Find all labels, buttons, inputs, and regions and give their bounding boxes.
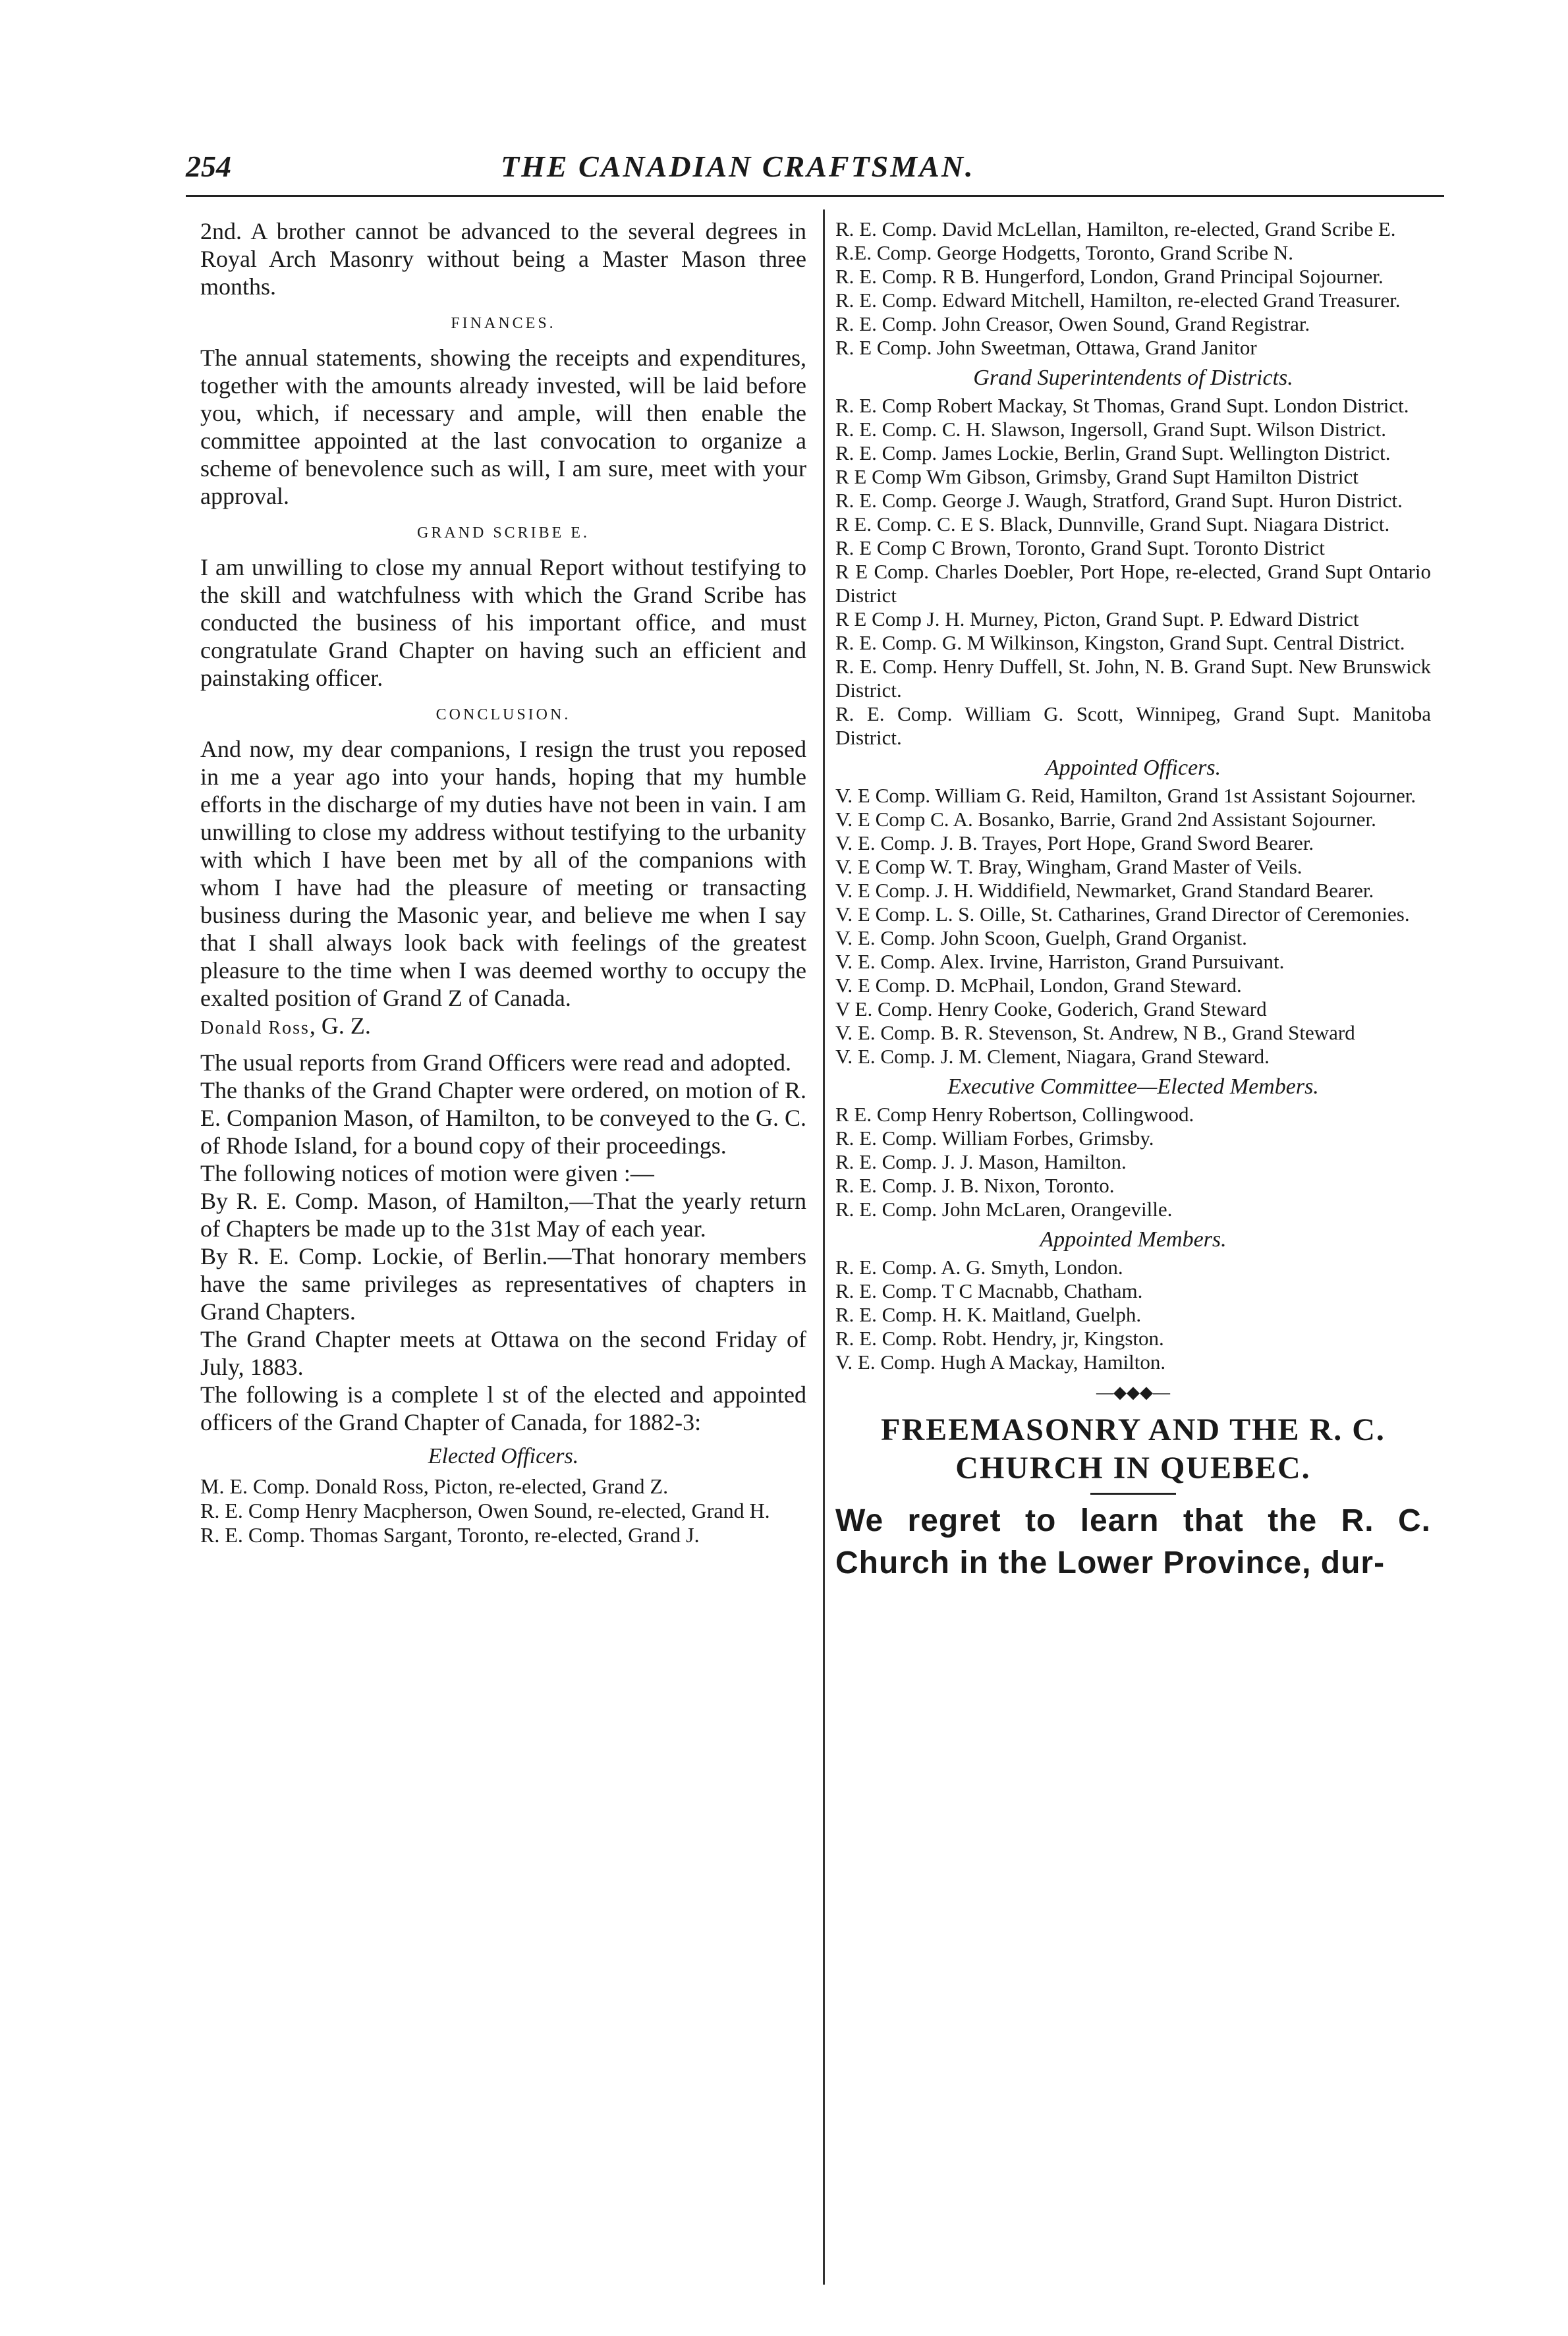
list-item: R E. Comp. C. E S. Black, Dunnville, Grand Supt. Niagara District.	[835, 513, 1390, 536]
list-item: V. E Comp. J. H. Widdifield, Newmarket, Grand Standard Bearer.	[835, 879, 1374, 902]
list-item: R. E. Comp. William G. Scott, Winnipeg, Grand Supt. Manitoba District.	[835, 702, 1431, 749]
header-rule	[186, 195, 1444, 197]
list-item: V. E. Comp. J. B. Trayes, Port Hope, Grand Sword Bearer.	[835, 831, 1314, 854]
paragraph-motion-lockie: By R. E. Comp. Lockie, of Berlin.—That honorary members have the same privileges as representatives of chapters in Grand Chapters.	[200, 1243, 806, 1325]
list-item: V. E Comp C. A. Bosanko, Barrie, Grand 2nd Assistant Sojourner.	[835, 808, 1376, 831]
list-item: V. E Comp. D. McPhail, London, Grand Steward.	[835, 974, 1242, 997]
paragraph-notices: The following notices of motion were given :—	[200, 1160, 654, 1186]
list-item: R. E. Comp Robert Mackay, St Thomas, Grand Supt. London District.	[835, 394, 1409, 417]
list-item: R. E. Comp. H. K. Maitland, Guelph.	[835, 1303, 1142, 1326]
list-item: R. E. Comp. George J. Waugh, Stratford, Grand Supt. Huron District.	[835, 489, 1403, 512]
heading-grand-superintendents: Grand Superintendents of Districts.	[973, 366, 1293, 390]
list-item: R. E. Comp. T C Macnabb, Chatham.	[835, 1279, 1143, 1302]
list-item: V. E. Comp. John Scoon, Guelph, Grand Organist.	[835, 926, 1247, 949]
signature-name: Donald Ross	[200, 1018, 310, 1038]
paragraph-officers-list: The following is a complete l st of the elected and appointed officers of the Grand Chapter of Canada, for 1882-3:	[200, 1381, 806, 1435]
list-item: R. E. Comp. J. J. Mason, Hamilton.	[835, 1150, 1127, 1173]
article-title-line-1: FREEMASONRY AND THE R. C.	[881, 1412, 1386, 1447]
paragraph-conclusion: And now, my dear companions, I resign the trust you reposed in me a year ago into your hands, hoping that my humble efforts in the discharge of my duties have not been in vain. I am unwilling to close my address without testifying to the urbanity with which I have been met by all of the companions with whom I have had the pleasure of meeting or transacting business during the Masonic year, and believe me when I say that I shall always look back with feelings of the greatest pleasure to the time when I was deemed worthy to occupy the exalted position of Grand Z of Canada.	[200, 736, 806, 1011]
paragraph-advancement: 2nd. A brother cannot be advanced to the several degrees in Royal Arch Masonry without being a Master Mason three months.	[200, 218, 806, 300]
paragraph-finances: The annual statements, showing the receipts and expenditures, together with the amounts already invested, will be laid before you, which, if necessary and ample, will then enable the committee appointed at the last convocation to organize a scheme of benevolence such as will, I am sure, meet with your approval.	[200, 345, 806, 509]
list-item: R E Comp. Charles Doebler, Port Hope, re-elected, Grand Supt Ontario District	[835, 560, 1431, 607]
list-item: V. E. Comp. J. M. Clement, Niagara, Grand Steward.	[835, 1045, 1270, 1068]
list-item: R. E Comp C Brown, Toronto, Grand Supt. Toronto District	[835, 536, 1325, 559]
list-item: V. E Comp. William G. Reid, Hamilton, Grand 1st Assistant Sojourner.	[835, 784, 1416, 807]
list-item: R. E. Comp Henry Macpherson, Owen Sound, re-elected, Grand H.	[200, 1499, 770, 1522]
list-item: R. E. Comp. John Creasor, Owen Sound, Grand Registrar.	[835, 312, 1310, 335]
list-item: R. E. Comp. David McLellan, Hamilton, re-elected, Grand Scribe E.	[835, 217, 1396, 240]
list-item: R. E. Comp. A. G. Smyth, London.	[835, 1256, 1123, 1279]
signature	[200, 1012, 806, 1042]
article-title	[835, 1411, 1431, 1488]
list-item: V. E Comp. L. S. Oille, St. Catharines, Grand Director of Ceremonies.	[835, 903, 1410, 926]
heading-elected-officers: Elected Officers.	[428, 1444, 579, 1468]
list-item: V. E. Comp. Hugh A Mackay, Hamilton.	[835, 1350, 1166, 1374]
list-item: R. E. Comp. William Forbes, Grimsby.	[835, 1126, 1154, 1150]
paragraph-ottawa: The Grand Chapter meets at Ottawa on the second Friday of July, 1883.	[200, 1326, 806, 1380]
list-item: R.E. Comp. George Hodgetts, Toronto, Grand Scribe N.	[835, 241, 1293, 264]
article-body: We regret to learn that the R. C. Church in the Lower Province, dur-	[835, 1503, 1431, 1580]
list-item: V E. Comp. Henry Cooke, Goderich, Grand Steward	[835, 997, 1267, 1020]
article-rule	[1090, 1493, 1176, 1495]
list-item: R. E. Comp. Robt. Hendry, jr, Kingston.	[835, 1327, 1164, 1350]
left-column	[200, 217, 806, 1547]
right-column	[835, 217, 1431, 1584]
list-item: R. E. Comp. J. B. Nixon, Toronto.	[835, 1174, 1115, 1197]
list-item: R. E. Comp. R B. Hungerford, London, Grand Principal Sojourner.	[835, 265, 1384, 288]
list-item: R. E. Comp. C. H. Slawson, Ingersoll, Grand Supt. Wilson District.	[835, 418, 1387, 441]
page-number: 254	[186, 150, 231, 183]
heading-grand-scribe: GRAND SCRIBE E.	[416, 524, 590, 542]
list-item: R E. Comp Henry Robertson, Collingwood.	[835, 1103, 1194, 1126]
ornament-divider: —◆◆◆—	[1096, 1383, 1170, 1402]
paragraph-motion-mason: By R. E. Comp. Mason, of Hamilton,—That the yearly return of Chapters be made up to the 31st May of each year.	[200, 1188, 806, 1242]
heading-finances: FINANCES.	[451, 315, 556, 332]
list-item: R. E. Comp. John McLaren, Orangeville.	[835, 1198, 1173, 1221]
column-divider	[823, 209, 825, 2285]
list-item: R. E. Comp. G. M Wilkinson, Kingston, Grand Supt. Central District.	[835, 631, 1405, 654]
list-item: V. E Comp W. T. Bray, Wingham, Grand Master of Veils.	[835, 855, 1302, 878]
heading-conclusion: CONCLUSION.	[435, 706, 571, 723]
paragraph-grand-scribe: I am unwilling to close my annual Report without testifying to the skill and watchfulness with which the Grand Scribe has conducted the business of his important office, and must congratulate Grand Chapter on having such an efficient and painstaking officer.	[200, 554, 806, 691]
paragraph-thanks: The thanks of the Grand Chapter were ordered, on motion of R. E. Companion Mason, of Hamilton, to be conveyed to the G. C. of Rhode Island, for a bound copy of their proceedings.	[200, 1077, 806, 1159]
list-item: R. E. Comp. Edward Mitchell, Hamilton, re-elected Grand Treasurer.	[835, 289, 1401, 312]
article-title-line-2: CHURCH IN QUEBEC.	[955, 1451, 1311, 1486]
list-item: R E Comp J. H. Murney, Picton, Grand Supt. P. Edward District	[835, 607, 1359, 630]
heading-appointed-officers: Appointed Officers.	[1045, 756, 1221, 780]
running-title: THE CANADIAN CRAFTSMAN.	[501, 150, 975, 183]
signature-title: , G. Z.	[309, 1013, 371, 1039]
list-item: V. E. Comp. Alex. Irvine, Harriston, Grand Pursuivant.	[835, 950, 1285, 973]
list-item: V. E. Comp. B. R. Stevenson, St. Andrew, N B., Grand Steward	[835, 1021, 1355, 1044]
list-item: R. E Comp. John Sweetman, Ottawa, Grand Janitor	[835, 336, 1257, 359]
heading-executive-committee: Executive Committee—Elected Members.	[947, 1074, 1319, 1099]
list-item: R. E. Comp. Thomas Sargant, Toronto, re-elected, Grand J.	[200, 1523, 700, 1547]
heading-appointed-members: Appointed Members.	[1040, 1227, 1227, 1252]
list-item: R. E. Comp. Henry Duffell, St. John, N. B. Grand Supt. New Brunswick District.	[835, 655, 1431, 702]
list-item: M. E. Comp. Donald Ross, Picton, re-elected, Grand Z.	[200, 1474, 669, 1498]
list-item: R E Comp Wm Gibson, Grimsby, Grand Supt Hamilton District	[835, 465, 1358, 488]
list-item: R. E. Comp. James Lockie, Berlin, Grand Supt. Wellington District.	[835, 441, 1391, 464]
paragraph-reports: The usual reports from Grand Officers were read and adopted.	[200, 1049, 791, 1076]
